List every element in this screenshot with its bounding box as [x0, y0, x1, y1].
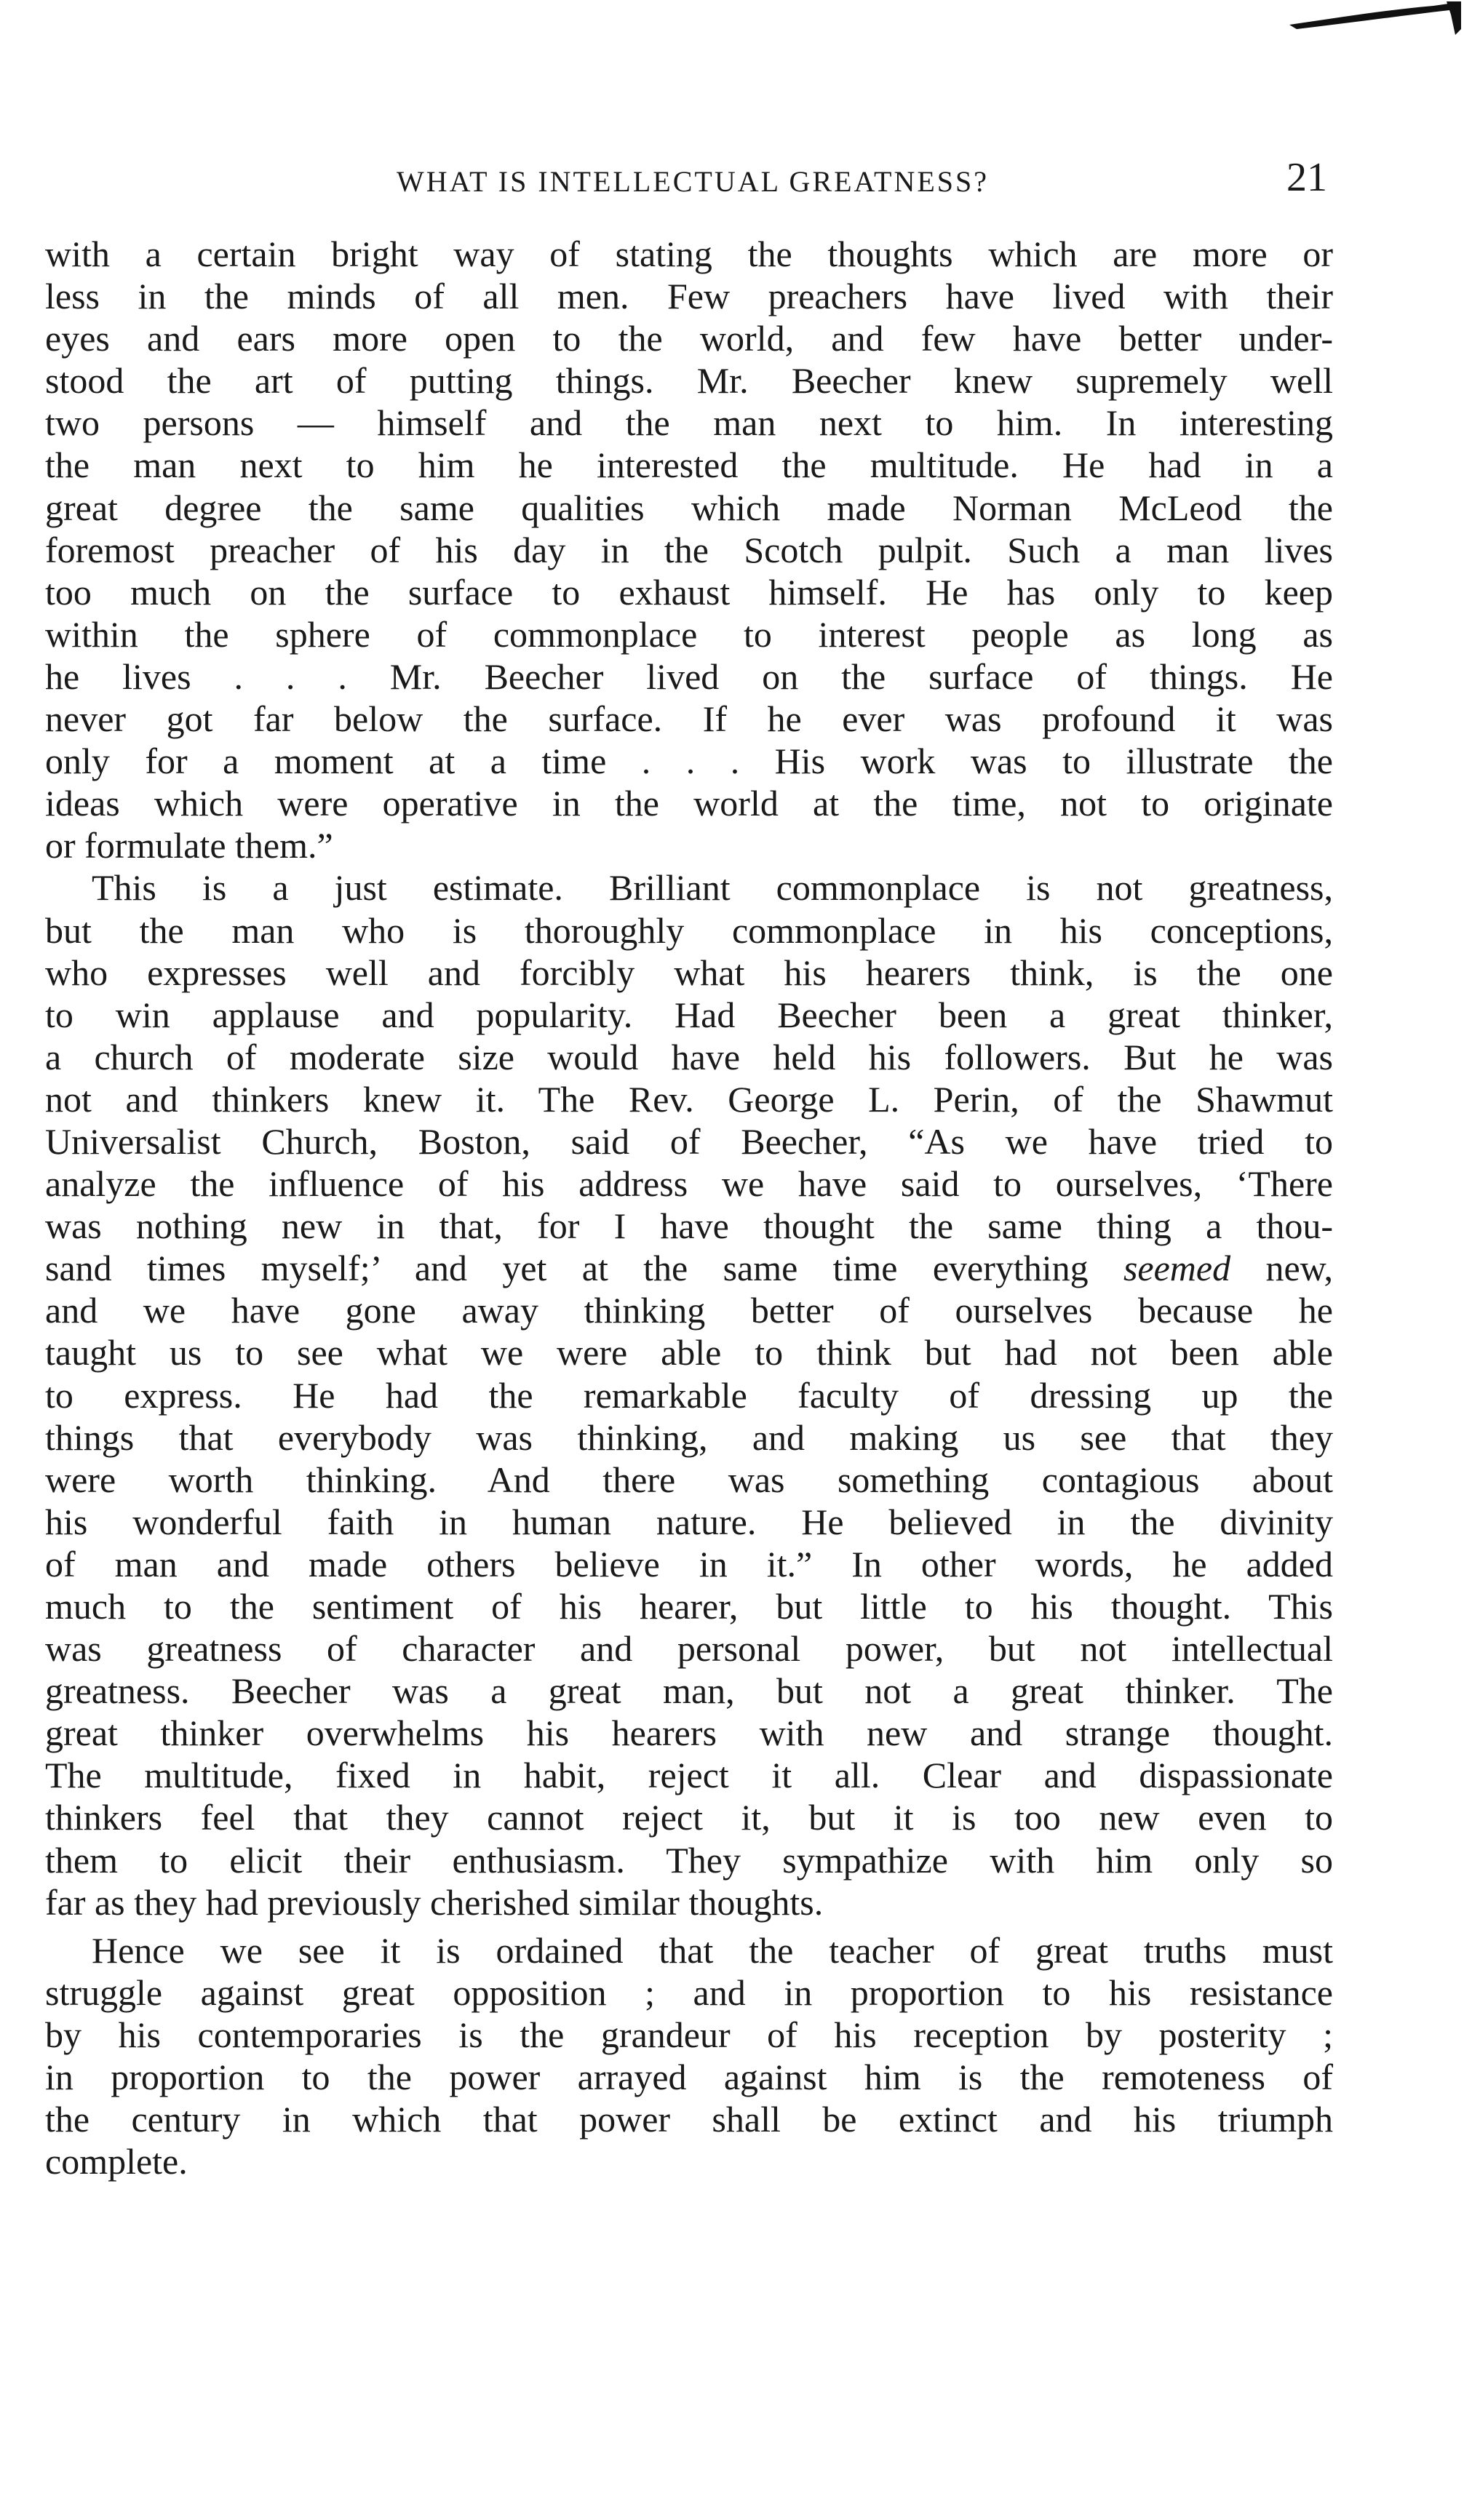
text-line: stood the art of putting things. Mr. Beecher knew supremely well [45, 360, 1333, 402]
text-line: less in the minds of all men. Few preachers have lived with their [45, 276, 1333, 317]
text-line: Universalist Church, Boston, said of Beecher, “As we have tried to [45, 1120, 1333, 1162]
text-line: greatness. Beecher was a great man, but not a great thinker. The [45, 1670, 1333, 1712]
text-line: them to elicit their enthusiasm. They sympathize with him only so [45, 1839, 1333, 1881]
paragraph-first-line: This is a just estimate. Brilliant commonplace is not greatness, [92, 867, 1333, 909]
text-line: two persons — himself and the man next to him. In interesting [45, 402, 1333, 444]
text-line: never got far below the surface. If he ever was profound it was [45, 698, 1333, 740]
text-line: were worth thinking. And there was something contagious about [45, 1459, 1333, 1500]
text-line: too much on the surface to exhaust himself. He has only to keep [45, 571, 1333, 613]
text-line: who expresses well and forcibly what his hearers think, is the one [45, 952, 1333, 993]
page-text [45, 233, 1333, 2182]
text-line: to win applause and popularity. Had Beecher been a great thinker, [45, 994, 1333, 1035]
scan-edge-mark [1202, 0, 1464, 58]
text-line: analyze the influence of his address we have said to ourselves, ‘There [45, 1163, 1333, 1205]
text-segment: sand times myself;’ and yet at the same time everything [45, 1248, 1089, 1289]
text-segment: new, [1230, 1248, 1333, 1289]
text-line: great thinker overwhelms his hearers with new and strange thought. [45, 1712, 1333, 1754]
text-line: he lives . . . Mr. Beecher lived on the surface of things. He [45, 655, 1333, 697]
text-line: or formulate them.” [45, 825, 333, 866]
paragraph-first-line: Hence we see it is ordained that the teacher of great truths must [92, 1929, 1333, 1971]
text-line: his wonderful faith in human nature. He believed in the divinity [45, 1501, 1333, 1542]
text-line: only for a moment at a time . . . His work was to illustrate the [45, 741, 1333, 782]
text-line: to express. He had the remarkable faculty of dressing up the [45, 1374, 1333, 1416]
text-line: ideas which were operative in the world at the time, not to originate [45, 783, 1333, 824]
text-line: by his contemporaries is the grandeur of his reception by posterity ; [45, 2014, 1333, 2055]
text-line: a church of moderate size would have held his followers. But he was [45, 1036, 1333, 1077]
text-line-with-emphasis [45, 1247, 1333, 1289]
running-title: WHAT IS INTELLECTUAL GREATNESS? [396, 165, 990, 198]
text-line: was greatness of character and personal power, but not intellectual [45, 1628, 1333, 1670]
text-line: the century in which that power shall be extinct and his triumph [45, 2099, 1333, 2140]
text-line: was nothing new in that, for I have thought the same thing a thou- [45, 1205, 1333, 1247]
text-line: great degree the same qualities which made Norman McLeod the [45, 487, 1333, 528]
text-line: but the man who is thoroughly commonplace in his conceptions, [45, 909, 1333, 951]
text-line: the man next to him he interested the multitude. He had in a [45, 444, 1333, 486]
page-number: 21 [1286, 155, 1327, 200]
text-line: thinkers feel that they cannot reject it, but it is too new even to [45, 1797, 1333, 1838]
text-line: with a certain bright way of stating the thoughts which are more or [45, 234, 1333, 274]
text-line: complete. [45, 2141, 188, 2182]
text-line: far as they had previously cherished similar thoughts. [45, 1881, 824, 1923]
text-line: within the sphere of commonplace to interest people as long as [45, 613, 1333, 655]
text-line: in proportion to the power arrayed against him is the remoteness of [45, 2057, 1333, 2098]
text-line: foremost preacher of his day in the Scotch pulpit. Such a man lives [45, 529, 1333, 570]
text-line: taught us to see what we were able to think but had not been able [45, 1332, 1333, 1373]
text-line: things that everybody was thinking, and making us see that they [45, 1416, 1333, 1458]
text-line: not and thinkers knew it. The Rev. George L. Perin, of the Shawmut [45, 1078, 1333, 1120]
emphasized-word: seemed [1123, 1248, 1231, 1289]
text-line: eyes and ears more open to the world, and few have better under- [45, 318, 1333, 359]
text-line: of man and made others believe in it.” In other words, he added [45, 1543, 1333, 1584]
text-line: The multitude, fixed in habit, reject it all. Clear and dispassionate [45, 1755, 1333, 1796]
text-line: much to the sentiment of his hearer, but little to his thought. This [45, 1586, 1333, 1627]
text-line: struggle against great opposition ; and in proportion to his resistance [45, 1971, 1333, 2013]
text-line: and we have gone away thinking better of ourselves because he [45, 1290, 1333, 1331]
running-head [45, 154, 1340, 205]
